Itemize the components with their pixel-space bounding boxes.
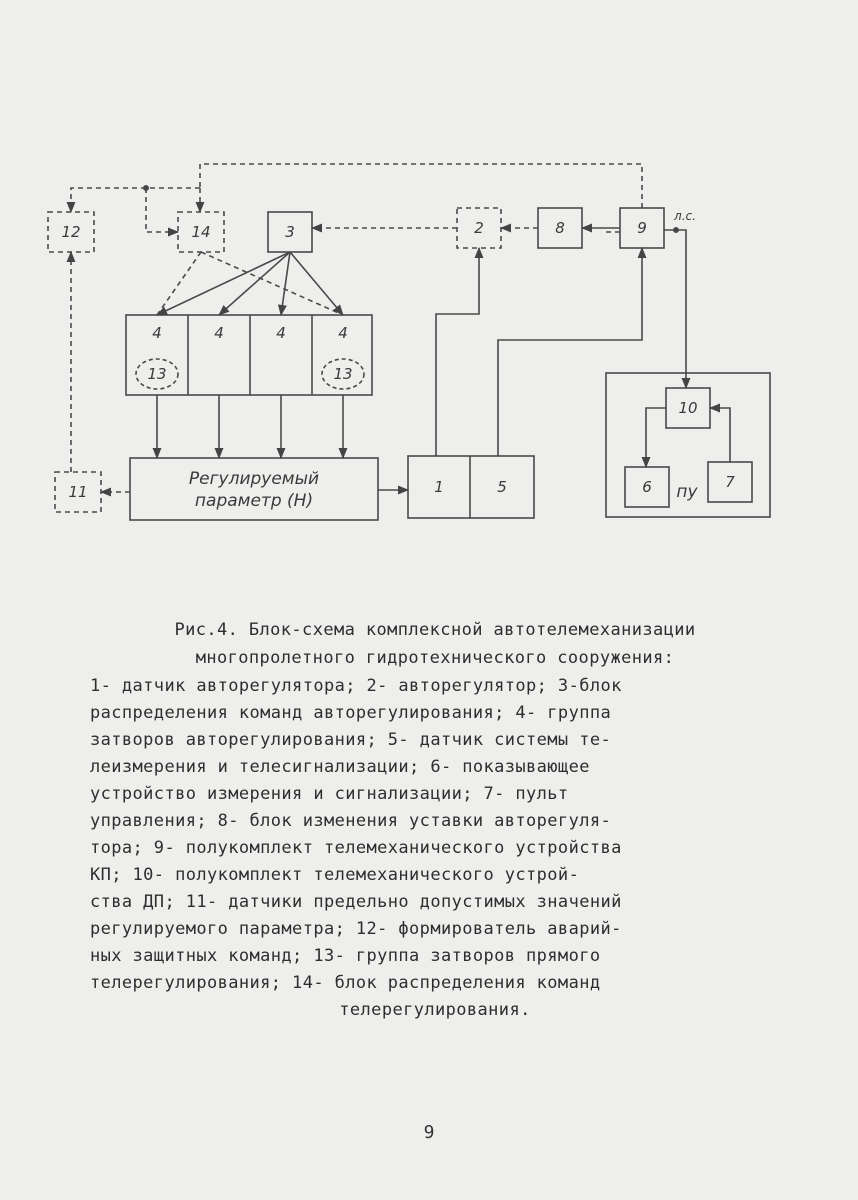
label-10: 10 <box>678 399 698 417</box>
label-6: 6 <box>642 478 652 496</box>
caption-line: управления; 8- блок изменения уставки авторегуля- <box>90 811 612 831</box>
ls-label: л.с. <box>674 209 696 223</box>
caption-line: леизмерения и телесигнализации; 6- показывающее <box>90 757 590 777</box>
param-label-line2: параметр (Н) <box>194 491 314 511</box>
label-11: 11 <box>68 483 88 501</box>
caption-line: устройство измерения и сигнализации; 7- пульт <box>90 784 569 804</box>
label-7: 7 <box>725 473 735 491</box>
label-8: 8 <box>555 219 565 237</box>
caption-line: ных защитных команд; 13- группа затворов прямого <box>90 946 601 966</box>
param-label-line1: Регулируемый <box>188 469 320 489</box>
label-9: 9 <box>637 219 647 237</box>
label-4-c: 4 <box>276 324 286 342</box>
label-5: 5 <box>497 478 507 496</box>
gate-group-row <box>126 315 372 395</box>
caption-line: многопролетного гидротехнического сооружения: <box>195 648 675 668</box>
caption-line: тора; 9- полукомплект телемеханического устройства <box>90 838 622 858</box>
link-9-to-14-12 <box>200 164 642 208</box>
label-14: 14 <box>191 223 211 241</box>
caption-line: телерегулирования. <box>339 1000 531 1020</box>
label-1: 1 <box>434 478 444 496</box>
page-number: 9 <box>423 1122 435 1143</box>
label-13-a: 13 <box>147 365 167 383</box>
label-4-b: 4 <box>214 324 224 342</box>
caption-line: 1- датчик авторегулятора; 2- авторегулятор; 3-блок <box>90 676 622 696</box>
caption-line: распределения команд авторегулирования; 4- группа <box>90 703 612 723</box>
caption-line: КП; 10- полукомплект телемеханического устрой- <box>90 865 580 885</box>
caption-line: Рис.4. Блок-схема комплексной автотелемеханизации <box>174 620 696 640</box>
caption-line: регулируемого параметра; 12- формирователь аварий- <box>90 919 622 939</box>
label-4-a: 4 <box>152 324 162 342</box>
label-12: 12 <box>61 223 81 241</box>
label-2: 2 <box>474 219 484 237</box>
label-13-b: 13 <box>333 365 353 383</box>
label-3: 3 <box>285 223 295 241</box>
caption-line: затворов авторегулирования; 5- датчик системы те- <box>90 730 612 750</box>
pu-label: пу <box>676 482 698 502</box>
caption-line: телерегулирования; 14- блок распределения команд <box>90 973 601 993</box>
caption-line: ства ДП; 11- датчики предельно допустимых значений <box>90 892 622 912</box>
block-1-5 <box>408 456 534 518</box>
label-4-d: 4 <box>338 324 348 342</box>
